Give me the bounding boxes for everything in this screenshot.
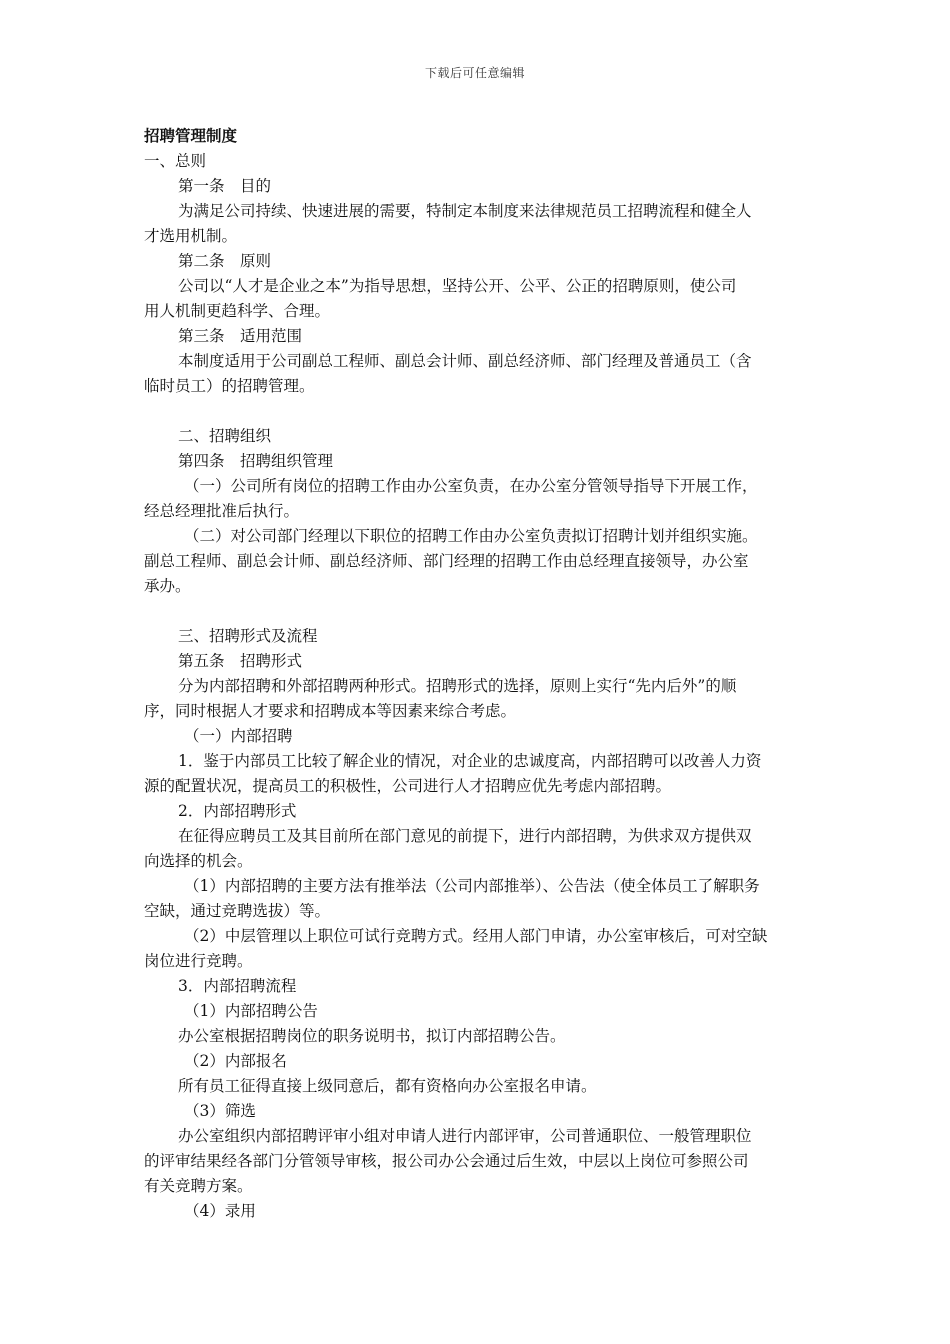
- step-title: （3）筛选: [184, 1102, 256, 1120]
- paragraph-line: 在征得应聘员工及其目前所在部门意见的前提下，进行内部招聘，为供求双方提供双: [178, 827, 752, 845]
- paragraph-line: 为满足公司持续、快速进展的需要，特制定本制度来法律规范员工招聘流程和健全人: [178, 202, 752, 220]
- section-heading: 三、招聘形式及流程: [178, 627, 318, 645]
- section-heading: 一、总则: [144, 152, 207, 170]
- article-title: 第一条 目的: [178, 177, 272, 195]
- document-title: 招聘管理制度: [144, 127, 238, 145]
- subsection-title: （一）内部招聘: [184, 727, 293, 745]
- paragraph-line: 序，同时根据人才要求和招聘成本等因素来综合考虑。: [144, 702, 517, 720]
- paragraph-line: 的评审结果经各部门分管领导审核，报公司办公会通过后生效，中层以上岗位可参照公司: [144, 1152, 749, 1170]
- paragraph-line: 才选用机制。: [144, 227, 238, 245]
- page-header: 下载后可任意编辑: [424, 66, 525, 80]
- paragraph-line: 经总经理批准后执行。: [144, 502, 300, 520]
- paragraph-line: 临时员工）的招聘管理。: [144, 377, 315, 395]
- subsection-title: 2．内部招聘形式: [178, 802, 297, 820]
- paragraph-line: 承办。: [144, 577, 191, 595]
- paragraph-line: （一）公司所有岗位的招聘工作由办公室负责，在办公室分管领导指导下开展工作，: [184, 477, 758, 495]
- paragraph-line: 源的配置状况，提高员工的积极性，公司进行人才招聘应优先考虑内部招聘。: [144, 777, 672, 795]
- step-title: （4）录用: [184, 1202, 256, 1220]
- step-title: （2）内部报名: [184, 1052, 287, 1070]
- paragraph-line: 分为内部招聘和外部招聘两种形式。招聘形式的选择，原则上实行“先内后外”的顺: [178, 677, 737, 695]
- paragraph-line: 有关竞聘方案。: [144, 1177, 253, 1195]
- paragraph-line: 副总工程师、副总会计师、副总经济师、部门经理的招聘工作由总经理直接领导，办公室: [144, 552, 749, 570]
- paragraph-line: 用人机制更趋科学、合理。: [144, 302, 331, 320]
- article-title: 第二条 原则: [178, 252, 272, 270]
- paragraph-line: 1．鉴于内部员工比较了解企业的情况，对企业的忠诚度高，内部招聘可以改善人力资: [178, 752, 762, 770]
- paragraph-line: 公司以“人才是企业之本”为指导思想，坚持公开、公平、公正的招聘原则，使公司: [178, 277, 737, 295]
- blank-line: [144, 599, 808, 624]
- blank-line: [144, 399, 808, 424]
- article-title: 第三条 适用范围: [178, 327, 303, 345]
- paragraph-line: 本制度适用于公司副总工程师、副总会计师、副总经济师、部门经理及普通员工（含: [178, 352, 752, 370]
- paragraph-line: 办公室组织内部招聘评审小组对申请人进行内部评审，公司普通职位、一般管理职位: [178, 1127, 752, 1145]
- paragraph-line: 空缺，通过竞聘选拔）等。: [144, 902, 331, 920]
- article-title: 第四条 招聘组织管理: [178, 452, 334, 470]
- article-title: 第五条 招聘形式: [178, 652, 303, 670]
- paragraph-line: 办公室根据招聘岗位的职务说明书，拟订内部招聘公告。: [178, 1027, 566, 1045]
- subsection-title: 3．内部招聘流程: [178, 977, 297, 995]
- paragraph-line: 岗位进行竞聘。: [144, 952, 253, 970]
- step-title: （1）内部招聘公告: [184, 1002, 318, 1020]
- paragraph-line: 向选择的机会。: [144, 852, 253, 870]
- document-body: [144, 124, 808, 1224]
- paragraph-line: （二）对公司部门经理以下职位的招聘工作由办公室负责拟订招聘计划并组织实施。: [184, 527, 758, 545]
- section-heading: 二、招聘组织: [178, 427, 272, 445]
- paragraph-line: 所有员工征得直接上级同意后，都有资格向办公室报名申请。: [178, 1077, 597, 1095]
- paragraph-line: （1）内部招聘的主要方法有推举法（公司内部推举）、公告法（使全体员工了解职务: [184, 877, 760, 895]
- paragraph-line: （2）中层管理以上职位可试行竞聘方式。经用人部门申请，办公室审核后，可对空缺: [184, 927, 768, 945]
